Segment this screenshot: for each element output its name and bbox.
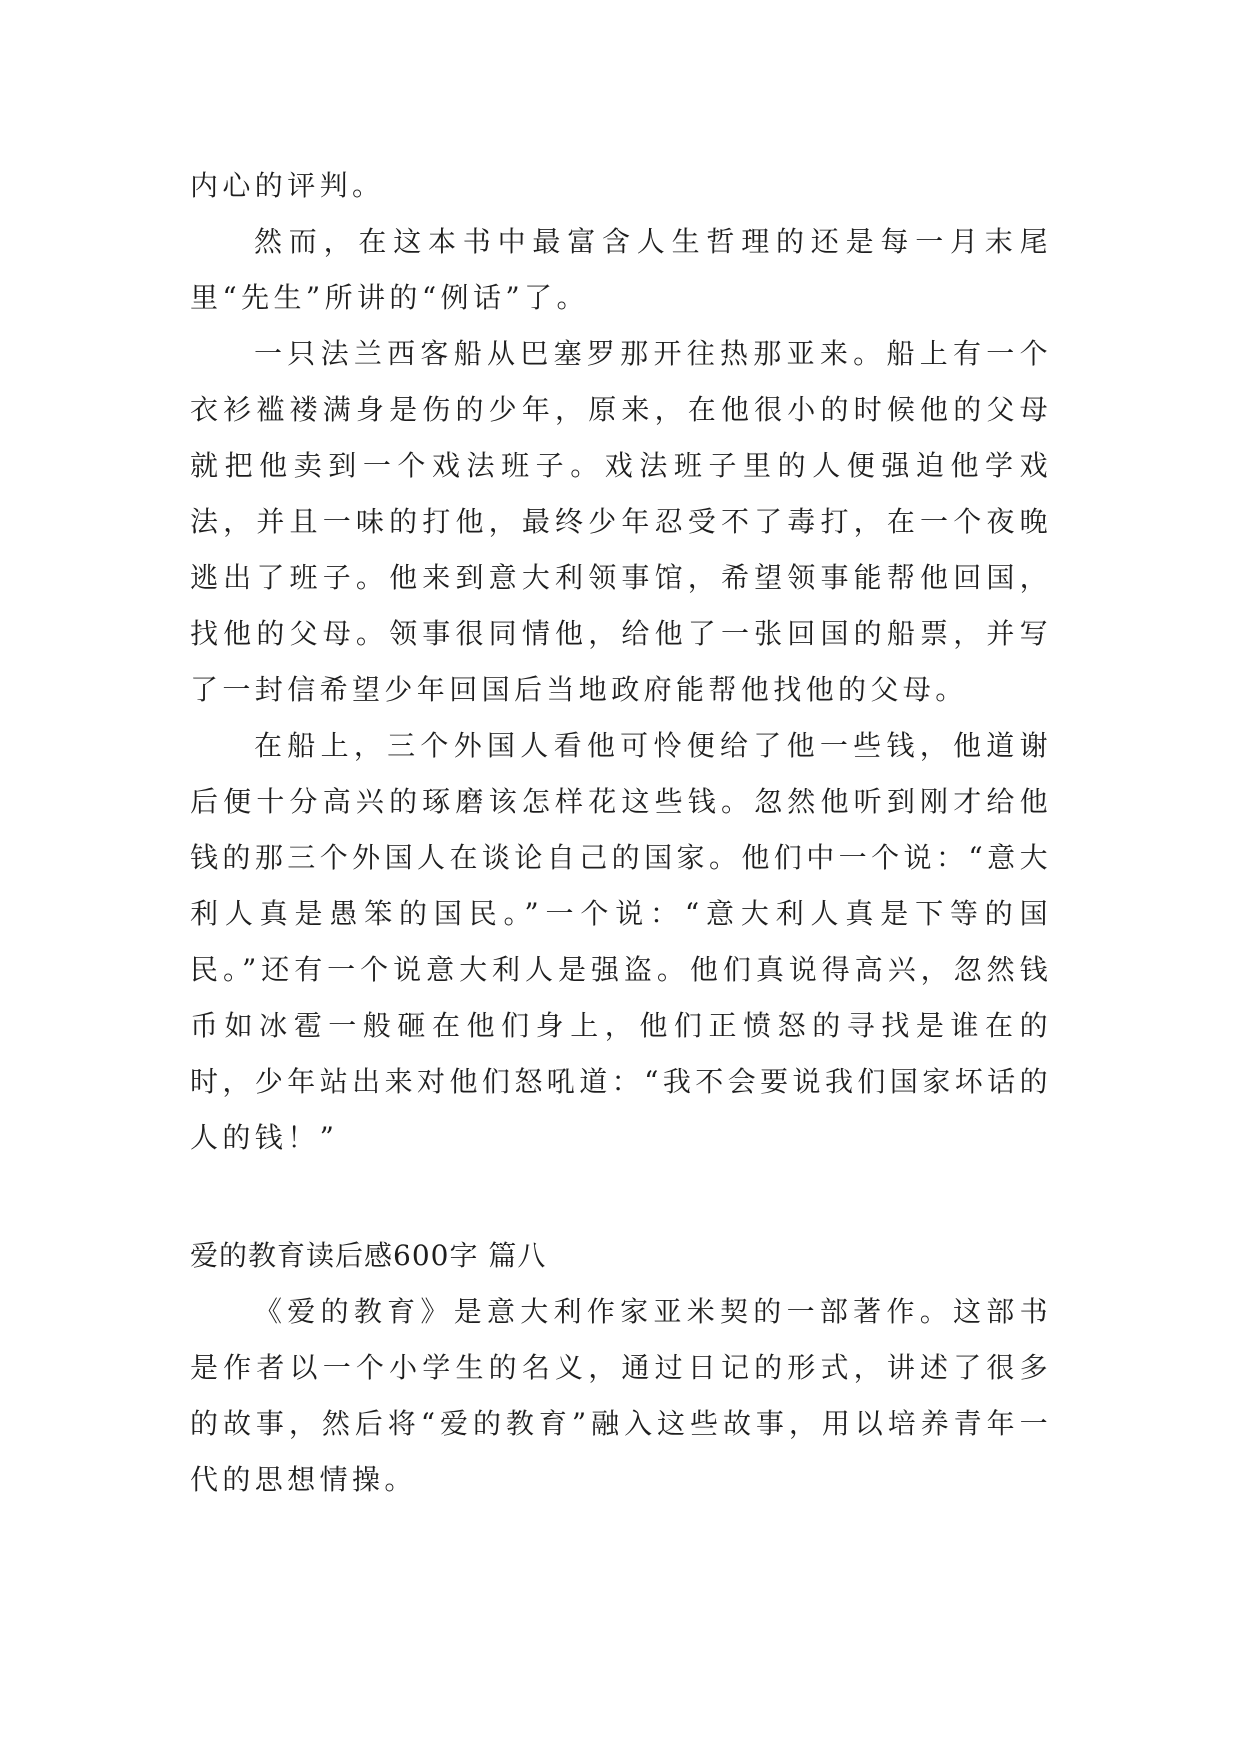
section-heading: 爱的教育读后感600字 篇八 bbox=[190, 1239, 547, 1272]
paragraph: 然而，在这本书中最富含人生哲理的还是每一月末尾里“先生”所讲的“例话”了。 bbox=[190, 225, 1052, 314]
document-page bbox=[190, 158, 1052, 1508]
paragraph: 内心的评判。 bbox=[190, 169, 385, 202]
paragraph: 一只法兰西客船从巴塞罗那开往热那亚来。船上有一个衣衫褴褛满身是伤的少年，原来，在他很小的时候他的父母就把他卖到一个戏法班子。戏法班子里的人便强迫他学戏法，并且一味的打他，最终少年忍受不了毒打，在一个夜晚逃出了班子。他来到意大利领事馆，希望领事能帮他回国，找他的父母。领事很同情他，给他了一张回国的船票，并写了一封信希望少年回国后当地政府能帮他找他的父母。 bbox=[190, 337, 1052, 706]
paragraph: 《爱的教育》是意大利作家亚米契的一部著作。这部书是作者以一个小学生的名义，通过日记的形式，讲述了很多的故事，然后将“爱的教育”融入这些故事，用以培养青年一代的思想情操。 bbox=[190, 1295, 1052, 1496]
paragraph: 在船上，三个外国人看他可怜便给了他一些钱，他道谢后便十分高兴的琢磨该怎样花这些钱。忽然他听到刚才给他钱的那三个外国人在谈论自己的国家。他们中一个说：“意大利人真是愚笨的国民。”一个说：“意大利人真是下等的国民。”还有一个说意大利人是强盗。他们真说得高兴，忽然钱币如冰雹一般砸在他们身上，他们正愤怒的寻找是谁在的时，少年站出来对他们怒吼道：“我不会要说我们国家坏话的人的钱！” bbox=[190, 729, 1052, 1154]
